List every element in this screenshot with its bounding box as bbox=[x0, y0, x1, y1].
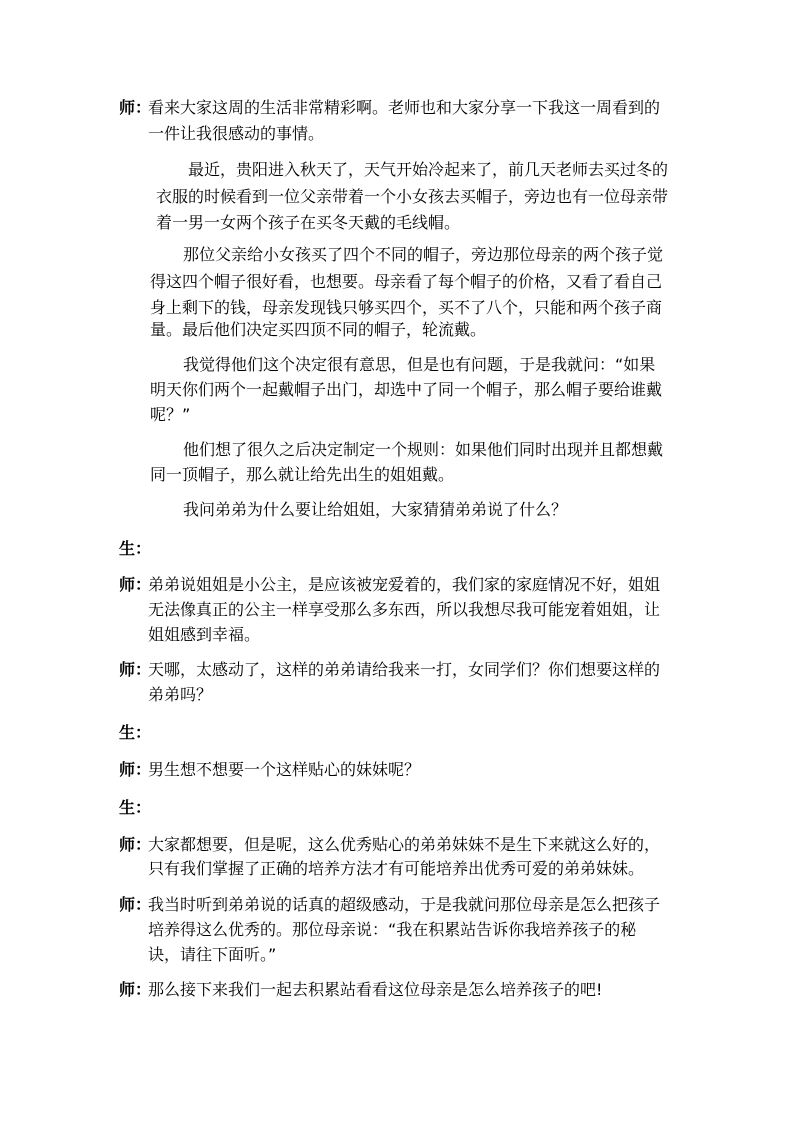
narration-line: 身上剩下的钱，母亲发现钱只够买四个，买不了八个，只能和两个孩子商 bbox=[150, 298, 663, 317]
speaker-label: 师： bbox=[119, 980, 152, 999]
dialog-line: 培养得这么优秀的。那位母亲说：“我在积累站告诉你我培养孩子的秘 bbox=[148, 920, 637, 939]
dialog-line: 只有我们掌握了正确的培养方法才有可能培养出优秀可爱的弟弟妹妹。 bbox=[148, 859, 645, 878]
dialog-line: 大家都想要，但是呢，这么优秀贴心的弟弟妹妹不是生下来就这么好的， bbox=[148, 835, 661, 854]
dialog-line: 诀，请往下面听。” bbox=[148, 945, 277, 964]
dialog-line: 天哪，太感动了，这样的弟弟请给我来一打，女同学们？你们想要这样的 bbox=[148, 660, 661, 679]
dialog-line: 男生想不想要一个这样贴心的妹妹呢？ bbox=[148, 760, 421, 779]
dialog-line: 一件让我很感动的事情。 bbox=[148, 124, 325, 143]
speaker-label: 师： bbox=[119, 835, 152, 854]
narration-line: 最近，贵阳进入秋天了，天气开始冷起来了，前几天老师去买过冬的 bbox=[188, 160, 669, 179]
narration-line: 我觉得他们这个决定很有意思，但是也有问题，于是我就问：“如果 bbox=[183, 355, 656, 374]
dialog-line: 弟弟说姐姐是小公主，是应该被宠爱着的，我们家的家庭情况不好，姐姐 bbox=[148, 575, 661, 594]
dialog-line: 姐姐感到幸福。 bbox=[148, 625, 261, 644]
speaker-label: 生： bbox=[119, 539, 152, 558]
narration-line: 呢？” bbox=[150, 405, 191, 424]
speaker-label: 师： bbox=[119, 98, 152, 117]
dialog-line: 弟弟吗？ bbox=[148, 685, 213, 704]
speaker-label: 师： bbox=[119, 760, 152, 779]
dialog-line: 那么接下来我们一起去积累站看看这位母亲是怎么培养孩子的吧! bbox=[148, 980, 603, 999]
narration-line: 同一顶帽子，那么就让给先出生的姐姐戴。 bbox=[150, 465, 455, 484]
dialog-line: 我当时听到弟弟说的话真的超级感动，于是我就问那位母亲是怎么把孩子 bbox=[148, 895, 661, 914]
narration-line: 那位父亲给小女孩买了四个不同的帽子，旁边那位母亲的两个孩子觉 bbox=[183, 245, 664, 264]
speaker-label: 师： bbox=[119, 895, 152, 914]
dialog-line: 看来大家这周的生活非常精彩啊。老师也和大家分享一下我这一周看到的 bbox=[148, 98, 661, 117]
speaker-label: 师： bbox=[119, 660, 152, 679]
narration-line: 着一男一女两个孩子在买冬天戴的毛线帽。 bbox=[156, 213, 461, 232]
narration-line: 量。最后他们决定买四顶不同的帽子，轮流戴。 bbox=[150, 320, 487, 339]
narration-line: 衣服的时候看到一位父亲带着一个小女孩去买帽子，旁边也有一位母亲带 bbox=[156, 187, 669, 206]
speaker-label: 师： bbox=[119, 575, 152, 594]
dialog-line: 无法像真正的公主一样享受那么多东西，所以我想尽我可能宠着姐姐，让 bbox=[148, 600, 661, 619]
narration-line: 他们想了很久之后决定制定一个规则：如果他们同时出现并且都想戴 bbox=[183, 440, 664, 459]
narration-line: 得这四个帽子很好看，也想要。母亲看了每个帽子的价格，又看了看自己 bbox=[150, 272, 663, 291]
narration-line: 我问弟弟为什么要让给姐姐，大家猜猜弟弟说了什么？ bbox=[183, 500, 568, 519]
speaker-label: 生： bbox=[119, 798, 152, 817]
speaker-label: 生： bbox=[119, 723, 152, 742]
narration-line: 明天你们两个一起戴帽子出门，却选中了同一个帽子，那么帽子要给谁戴 bbox=[150, 380, 663, 399]
